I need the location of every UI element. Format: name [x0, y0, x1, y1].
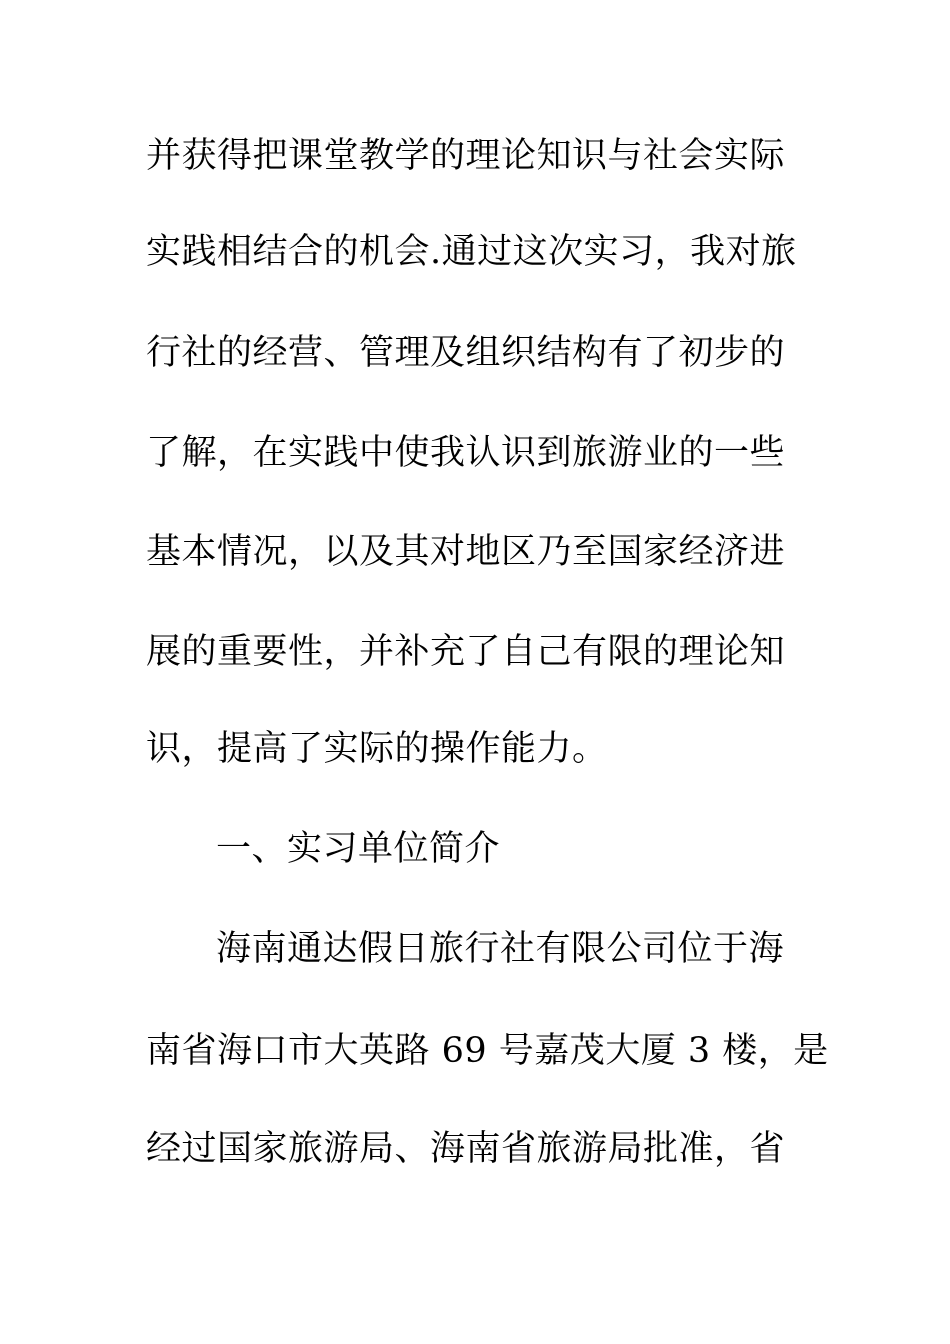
section-heading: 一、实习单位简介 — [216, 829, 501, 869]
paragraph-line: 海南通达假日旅行社有限公司位于海 — [216, 929, 785, 969]
paragraph-line: 了解，在实践中使我认识到旅游业的一些 — [146, 433, 786, 473]
paragraph-line: 实践相结合的机会.通过这次实习，我对旅 — [146, 232, 797, 272]
paragraph-line: 基本情况，以及其对地区乃至国家经济进 — [146, 532, 786, 572]
paragraph-line: 识，提高了实际的操作能力。 — [146, 729, 608, 769]
paragraph-line: 行社的经营、管理及组织结构有了初步的 — [146, 333, 786, 373]
paragraph-line: 并获得把课堂教学的理论知识与社会实际 — [146, 136, 786, 176]
paragraph-line: 经过国家旅游局、海南省旅游局批准，省 — [146, 1129, 786, 1169]
paragraph-line: 南省海口市大英路 69 号嘉茂大厦 3 楼，是 — [146, 1031, 829, 1071]
paragraph-line: 展的重要性，并补充了自己有限的理论知 — [146, 632, 786, 672]
